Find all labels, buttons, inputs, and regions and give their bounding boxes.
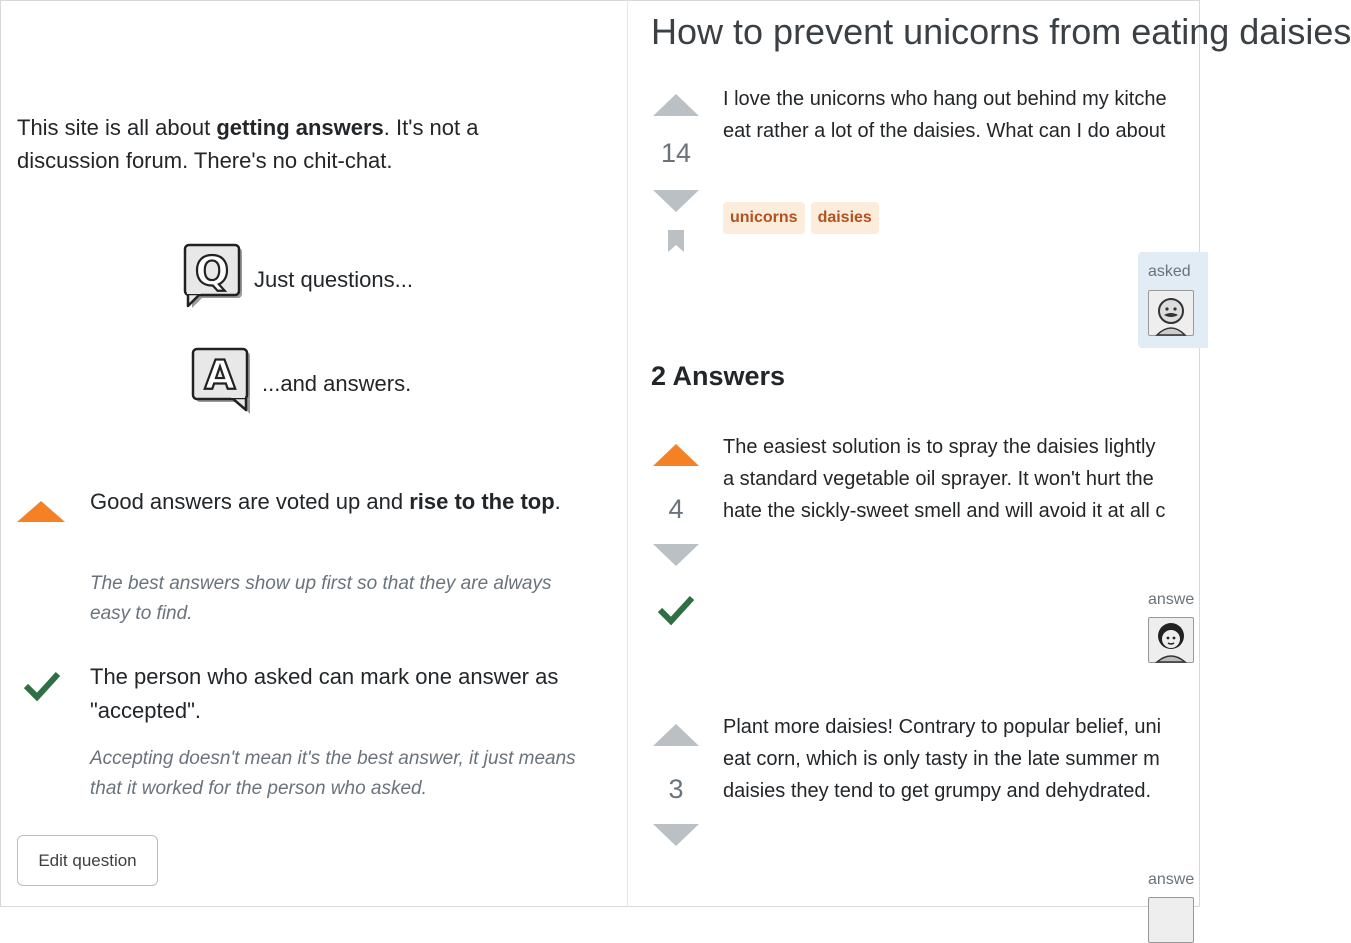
answered-label: answe bbox=[1148, 591, 1195, 608]
questions-label: Just questions... bbox=[254, 266, 413, 292]
answer-bubble-icon bbox=[192, 348, 252, 419]
answer-vote-column bbox=[651, 444, 701, 631]
intro-post: . It's not a discussion forum. There's no chit-chat. bbox=[17, 115, 479, 173]
vote-feature-main bbox=[90, 485, 570, 519]
bookmark-icon[interactable] bbox=[651, 230, 701, 257]
accept-feature-sub: Accepting doesn't mean it's the best answer, it just means that it worked for the person who asked. bbox=[90, 748, 576, 799]
tag-unicorns[interactable]: unicorns bbox=[723, 202, 805, 234]
vote-feature-sub: The best answers show up first so that they are always easy to find. bbox=[90, 573, 552, 624]
answer-body-line: eat corn, which is only tasty in the late summer m bbox=[723, 748, 1160, 770]
intro-pre: This site is all about bbox=[17, 115, 217, 140]
answerer-avatar[interactable] bbox=[1148, 897, 1194, 943]
answer-body-line: The easiest solution is to spray the daisies lightly bbox=[723, 436, 1156, 458]
upvote-orange-icon bbox=[17, 501, 65, 528]
upvote-button[interactable] bbox=[653, 444, 699, 466]
answer-body bbox=[723, 711, 1161, 807]
question-body-line: eat rather a lot of the daisies. What can I do about bbox=[723, 120, 1166, 142]
panel-divider bbox=[627, 0, 628, 907]
tag-daisies[interactable]: daisies bbox=[811, 202, 879, 234]
downvote-button[interactable] bbox=[653, 544, 699, 566]
questions-row bbox=[184, 244, 413, 315]
answers-label: ...and answers. bbox=[262, 370, 412, 396]
question-vote-column bbox=[651, 94, 701, 257]
asked-label: asked bbox=[1148, 263, 1191, 280]
downvote-button[interactable] bbox=[653, 190, 699, 212]
accepted-check-icon bbox=[24, 666, 60, 707]
vote-feature-post: . bbox=[554, 489, 561, 514]
upvote-button[interactable] bbox=[653, 94, 699, 116]
question-bubble-icon bbox=[184, 244, 244, 315]
edit-question-button[interactable]: Edit question bbox=[17, 835, 158, 886]
answer-body-line: hate the sickly-sweet smell and will avoid it at all c bbox=[723, 500, 1166, 522]
downvote-button[interactable] bbox=[653, 824, 699, 846]
vote-feature-pre: Good answers are voted up and bbox=[90, 489, 410, 514]
answerer-avatar[interactable] bbox=[1148, 617, 1194, 663]
question-vote-count: 14 bbox=[660, 138, 692, 168]
answer-body-line: Plant more daisies! Contrary to popular belief, uni bbox=[723, 716, 1162, 738]
question-tags bbox=[723, 202, 879, 234]
answer-body bbox=[723, 431, 1165, 527]
answer-body-line: a standard vegetable oil sprayer. It won't hurt the bbox=[723, 468, 1154, 490]
vote-feature-bold: rise to the top bbox=[409, 489, 555, 514]
intro-text bbox=[17, 111, 577, 177]
asker-avatar[interactable] bbox=[1148, 290, 1194, 336]
svg-text:A: A bbox=[204, 353, 236, 399]
answers-heading: 2 Answers bbox=[651, 361, 786, 391]
accepted-check-icon bbox=[651, 590, 701, 631]
question-title: How to prevent unicorns from eating daisies bbox=[651, 11, 1351, 52]
upvote-button[interactable] bbox=[653, 724, 699, 746]
svg-text:Q: Q bbox=[194, 249, 230, 295]
question-body bbox=[723, 83, 1167, 147]
answer-body-line: daisies they tend to get grumpy and dehydrated. bbox=[723, 780, 1152, 802]
accept-feature-main: The person who asked can mark one answer as "accepted". bbox=[90, 664, 559, 723]
answered-label: answe bbox=[1148, 871, 1195, 888]
intro-bold: getting answers bbox=[216, 115, 384, 140]
question-body-line: I love the unicorns who hang out behind my kitche bbox=[723, 88, 1167, 110]
answer-vote-column bbox=[651, 724, 701, 846]
answer-vote-count: 4 bbox=[668, 494, 684, 524]
answer-vote-count: 3 bbox=[668, 774, 684, 804]
answers-row bbox=[192, 348, 411, 419]
